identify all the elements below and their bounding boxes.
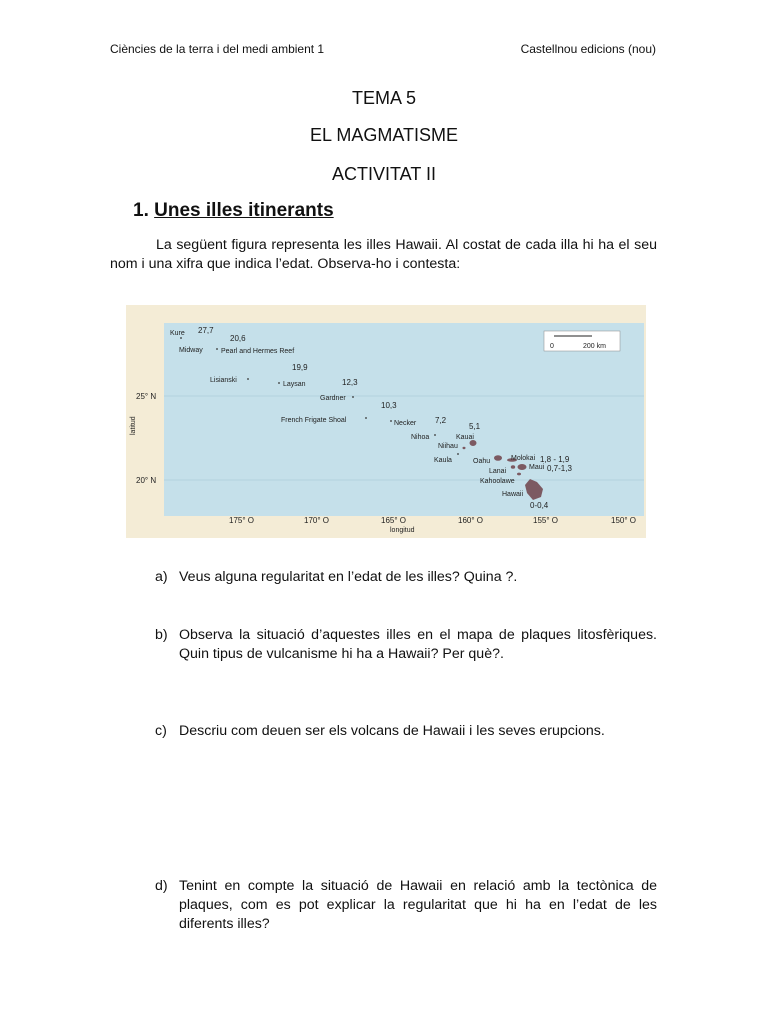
island-age: 0,7-1,3 [547, 464, 572, 473]
intro-paragraph: La següent figura representa les illes Hawaii. Al costat de cada illa hi ha el seu nom i una xifra que indica l’edat. Observa-ho i contesta: [110, 237, 657, 272]
x-axis-label: longitud [390, 527, 415, 534]
lat-tick-25: 25° N [136, 392, 157, 401]
question-d [155, 877, 657, 934]
island-marker [365, 417, 367, 419]
island-age: 10,3 [381, 401, 397, 410]
lon-tick-165: 165° O [381, 516, 406, 525]
section-title [133, 200, 334, 222]
lon-tick-150: 150° O [611, 516, 636, 525]
island-shape [494, 455, 502, 461]
tema-heading: TEMA 5 [351, 88, 417, 108]
island-age: 1,8 - 1,9 [540, 455, 570, 464]
question-b [155, 626, 657, 664]
question-a [155, 568, 657, 587]
lat-tick-20: 20° N [136, 476, 157, 485]
scale-box [544, 331, 620, 351]
island-name: Maui [529, 464, 545, 471]
island-midway [179, 347, 203, 354]
island-age: 27,7 [198, 326, 214, 335]
lon-tick-155: 155° O [533, 516, 558, 525]
island-age: 7,2 [435, 416, 447, 425]
island-name: Niihau [438, 443, 458, 450]
island-name: Pearl and Hermes Reef [221, 348, 295, 355]
island-shape [463, 447, 466, 449]
island-marker [434, 434, 436, 436]
island-name: Kahoolawe [480, 478, 515, 485]
island-marker [352, 396, 354, 398]
island-name: Nihoa [411, 434, 430, 441]
island-name: French Frigate Shoal [281, 417, 347, 424]
island-shape [518, 464, 527, 470]
island-age: 19,9 [292, 363, 308, 372]
header-course: Ciències de la terra i del medi ambient 1 [110, 42, 325, 56]
question-letter: d) [155, 878, 168, 894]
question-c [155, 722, 657, 741]
island-marker [390, 420, 392, 422]
island-marker [216, 348, 218, 350]
question-text: Veus alguna regularitat en l’edat de les illes? Quina ?. [179, 569, 518, 585]
question-letter: b) [155, 627, 168, 643]
island-name: Kure [170, 330, 185, 337]
island-age: 0-0,4 [530, 501, 549, 510]
question-text: Tenint en compte la situació de Hawaii en relació amb la tectònica de plaques, com es pot explicar la regularitat que hi ha en l’edat de les diferents illes? [179, 878, 657, 932]
unit-heading: EL MAGMATISME [309, 125, 459, 145]
section-title-text: Unes illes itinerants [154, 200, 334, 221]
island-name: Necker [394, 420, 417, 427]
section-number: 1. [133, 200, 149, 221]
island-name: Kaula [434, 457, 452, 464]
scale-label: 200 km [583, 343, 606, 350]
island-marker [247, 378, 249, 380]
island-marker [457, 453, 459, 455]
island-name: Kauai [456, 434, 474, 441]
question-letter: c) [155, 723, 167, 739]
activity-heading: ACTIVITAT II [331, 164, 436, 184]
island-shape [517, 473, 521, 476]
island-name: Hawaii [502, 491, 524, 498]
question-text: Observa la situació d’aquestes illes en el mapa de plaques litosfèriques. Quin tipus de vulcanisme hi ha a Hawaii? Per què?. [179, 627, 657, 662]
lon-tick-160: 160° O [458, 516, 483, 525]
scale-zero: 0 [550, 343, 554, 350]
island-age: 20,6 [230, 334, 246, 343]
lon-tick-175: 175° O [229, 516, 254, 525]
question-text: Descriu com deuen ser els volcans de Hawaii i les seves erupcions. [179, 723, 605, 739]
island-shape [511, 465, 515, 469]
question-letter: a) [155, 569, 168, 585]
island-name: Laysan [283, 381, 306, 388]
y-axis-label: latitud [130, 416, 137, 435]
island-marker [278, 382, 280, 384]
island-marker [180, 337, 182, 339]
island-name: Lisianski [210, 377, 237, 384]
island-age: 12,3 [342, 378, 358, 387]
header-publisher: Castellnou edicions (nou) [520, 42, 656, 56]
island-name: Midway [179, 347, 203, 354]
island-name: Gardner [320, 395, 346, 402]
hawaii-islands-map [126, 305, 646, 538]
lon-tick-170: 170° O [304, 516, 329, 525]
island-age: 5,1 [469, 422, 481, 431]
island-name: Lanai [489, 468, 507, 475]
island-name: Molokai [511, 455, 536, 462]
island-name: Oahu [473, 458, 491, 465]
